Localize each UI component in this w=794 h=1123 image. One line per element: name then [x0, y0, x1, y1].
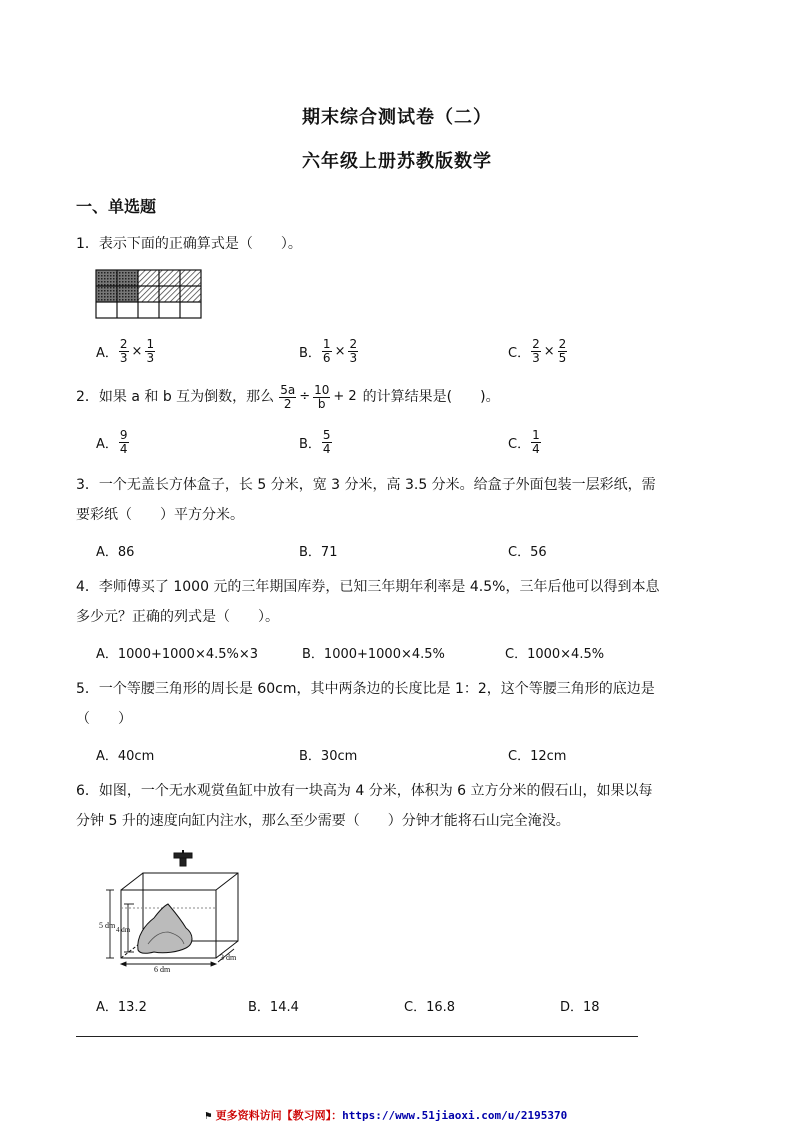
q3-option-a[interactable]: A．86 [96, 545, 135, 560]
q4-option-b[interactable]: B．1000+1000×4.5% [302, 647, 445, 662]
fraction: $\frac{2}{3}$ [119, 337, 128, 365]
option-label: C． [508, 346, 531, 361]
rock-height-label: 4 dm [116, 926, 131, 934]
faucet-icon [174, 850, 192, 866]
fraction: $\frac{9}{4}$ [119, 428, 128, 456]
question-6-line-1: 6．如图，一个无水观赏鱼缸中放有一块高为 4 分米，体积为 6 立方分米的假石山，如果以每 [76, 783, 653, 799]
question-2-text [76, 382, 500, 412]
fraction: $\frac{2}{3}$ [349, 337, 358, 365]
question-1-text: 1．表示下面的正确算式是（ ）。 [76, 236, 302, 252]
fraction: $\frac{1}{6}$ [322, 337, 331, 365]
q1-option-c[interactable] [508, 338, 568, 365]
q1-option-a[interactable] [96, 338, 156, 365]
option-label: B． [299, 346, 321, 361]
bottom-divider [76, 1036, 638, 1037]
tank-width-label: 3 dm [220, 953, 237, 962]
exam-subtitle: 六年级上册苏教版数学 [302, 151, 492, 172]
q3-option-c[interactable]: C．56 [508, 545, 547, 560]
q6-option-d[interactable]: D．18 [560, 1000, 600, 1015]
footer-text: 更多资料访问【教习网】： [215, 1109, 343, 1122]
exam-title: 期末综合测试卷（二） [302, 107, 492, 128]
q4-option-a[interactable]: A．1000+1000×4.5%×3 [96, 647, 259, 662]
q6-option-c[interactable]: C．16.8 [404, 1000, 456, 1015]
q2-text-after: 的计算结果是( )。 [362, 389, 500, 405]
operator: × [131, 344, 143, 359]
rock-shape [138, 904, 192, 953]
fraction: $\frac{1}{4}$ [532, 428, 540, 456]
q5-option-a[interactable]: A．40cm [96, 749, 155, 764]
operator: × [543, 344, 555, 359]
fraction: $\frac{5}{4}$ [322, 428, 331, 456]
q3-option-b[interactable]: B．71 [299, 545, 338, 560]
question-1-grid-figure [95, 269, 203, 319]
q5-option-c[interactable]: C．12cm [508, 749, 567, 764]
fraction: $\frac{2}{3}$ [532, 337, 540, 365]
question-3-line-2: 要彩纸（ ）平方分米。 [76, 507, 244, 523]
q2-option-a[interactable]: A． $\frac{9}{4}$ [96, 428, 128, 456]
fraction: $\frac{1}{3}$ [146, 337, 155, 365]
operator: × [334, 344, 346, 359]
tank-length-label: 6 dm [154, 965, 171, 973]
question-6-line-2: 分钟 5 升的速度向缸内注水，那么至少需要（ ）分钟才能将石山完全淹没。 [76, 813, 570, 829]
q4-option-c[interactable]: C．1000×4.5% [505, 647, 605, 662]
question-4-line-2: 多少元？正确的列式是（ ）。 [76, 609, 279, 625]
q6-option-b[interactable]: B．14.4 [248, 1000, 299, 1015]
footer-link[interactable]: https://www.51jiaoxi.com/u/2195370 [342, 1108, 568, 1122]
option-label: A． [96, 346, 118, 361]
question-5-line-1: 5．一个等腰三角形的周长是 60cm，其中两条边的长度比是 1：2，这个等腰三角形的底边是 [76, 681, 655, 697]
q2-option-b[interactable]: B． $\frac{5}{4}$ [299, 428, 331, 456]
footer [205, 1107, 567, 1123]
fraction: $\frac{2}{5}$ [558, 337, 567, 365]
fish-tank-figure [98, 848, 243, 973]
question-4-line-1: 4．李师傅买了 1000 元的三年期国库券，已知三年期年利率是 4.5%，三年后他可以得到本息 [76, 579, 660, 595]
question-5-line-2: （ ） [76, 711, 132, 727]
q6-option-a[interactable]: A．13.2 [96, 1000, 147, 1015]
section-heading: 一、单选题 [76, 197, 157, 216]
q2-text-before: 2．如果 a 和 b 互为倒数，那么 [76, 389, 275, 405]
flag-icon: ⚑ [205, 1108, 212, 1122]
q1-option-b[interactable] [299, 338, 359, 365]
question-3-line-1: 3．一个无盖长方体盒子，长 5 分米，宽 3 分米，高 3.5 分米。给盒子外面包装一层彩纸，需 [76, 477, 656, 493]
q2-expression: $\frac{5a}{2}$ ÷ $\frac{10}{b}$ + 2 [280, 382, 357, 411]
q5-option-b[interactable]: B．30cm [299, 749, 358, 764]
q2-option-c[interactable]: C． $\frac{1}{4}$ [508, 428, 540, 456]
tank-height-label: 5 dm [99, 921, 116, 930]
